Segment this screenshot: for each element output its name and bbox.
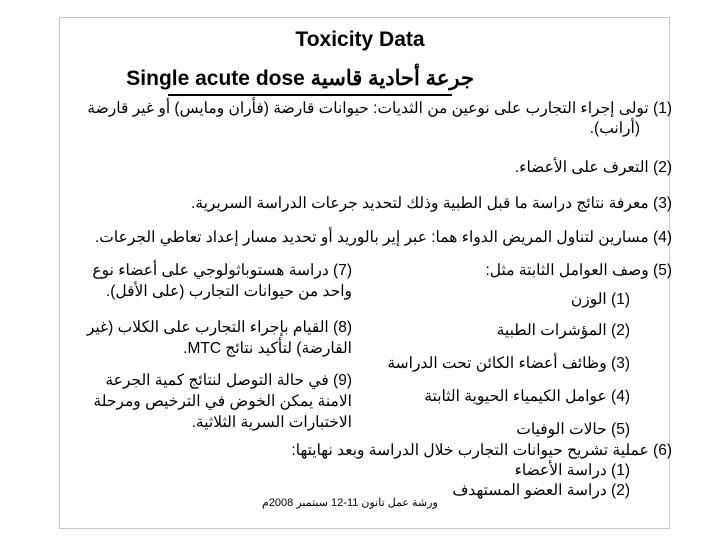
- item-number: (3): [653, 195, 672, 212]
- item-number: (9): [333, 372, 352, 389]
- sub-number: (3): [611, 355, 630, 372]
- item-5-sub-5: [516, 421, 630, 439]
- item-8-line-2: القارضة) لتأكيد نتائج MTC.: [183, 340, 352, 357]
- item-6: [291, 442, 672, 460]
- item-text: دراسة هستوباثولوجي على أعضاء نوع: [92, 262, 329, 279]
- item-number: (5): [653, 262, 672, 279]
- item-5-sub-4: [424, 388, 630, 406]
- sub-number: (1): [611, 462, 630, 479]
- item-7-line-2: واحد من حيوانات التجارب (على الأقل).: [105, 283, 352, 300]
- item-1-line-1: [87, 100, 672, 118]
- item-9-line-1: [105, 372, 352, 390]
- item-number: (8): [333, 319, 352, 336]
- item-6-sub-2: [452, 482, 630, 500]
- item-text: في حالة التوصل لنتائج كمية الجرعة: [105, 372, 329, 389]
- sub-text: وظائف أعضاء الكائن تحت الدراسة: [387, 355, 607, 372]
- sub-number: (2): [611, 482, 630, 499]
- sub-number: (2): [611, 322, 630, 339]
- item-7-line-1: [92, 262, 352, 280]
- item-text: القيام بإجراء التجارب على الكلاب (غير: [86, 319, 329, 336]
- sub-text: الوزن: [570, 291, 607, 308]
- sub-text: المؤشرات الطبية: [496, 322, 607, 339]
- slide-subtitle: Single acute dose جرعة أحادية قاسية: [126, 67, 474, 90]
- item-text: مسارين لتناول المريض الدواء هما: عبر إير بالوريد أو تحديد مسار إعداد تعاطي الجرعات.: [94, 229, 649, 246]
- sub-text: دراسة الأعضاء: [514, 462, 607, 479]
- slide-footer: ورشة عمل تانون 11-12 سبتمبر 2008م: [262, 497, 438, 509]
- sub-text: حالات الوفيات: [516, 421, 607, 438]
- item-5-sub-1: [571, 291, 630, 309]
- item-2: [515, 159, 672, 177]
- item-4: [95, 229, 672, 247]
- item-9-line-2: الامنة يمكن الخوض في الترخيص ومرحلة: [93, 393, 352, 410]
- title-underline: [168, 94, 452, 96]
- slide-title: Toxicity Data: [295, 28, 425, 51]
- item-number: (1): [653, 100, 672, 117]
- sub-number: (4): [611, 388, 630, 405]
- item-6-sub-1: [515, 462, 630, 480]
- item-number: (6): [653, 442, 672, 459]
- item-5-sub-2: [497, 322, 630, 340]
- sub-number: (5): [611, 421, 630, 438]
- sub-text: عوامل الكيمياء الحيوية الثابتة: [424, 388, 607, 405]
- item-number: (4): [653, 229, 672, 246]
- item-5-sub-3: [387, 355, 630, 373]
- item-1-line-2: (أرانب).: [589, 120, 640, 137]
- item-text: تولى إجراء التجارب على نوعين من الثديات: حيوانات قارضة (فأران ومايس) أو غير قارضة: [87, 100, 649, 117]
- item-8-line-1: [87, 319, 352, 337]
- item-text: معرفة نتائج دراسة ما قبل الطبية وذلك لتحديد جرعات الدراسة السريرية.: [191, 195, 649, 212]
- item-number: (7): [333, 262, 352, 279]
- item-text: عملية تشريح حيوانات التجارب خلال الدراسة وبعد نهايتها:: [291, 442, 649, 459]
- sub-text: دراسة العضو المستهدف: [452, 482, 607, 499]
- item-5: [486, 262, 673, 280]
- item-number: (2): [653, 159, 672, 176]
- item-text: التعرف على الأعضاء.: [514, 159, 649, 176]
- sub-number: (1): [611, 291, 630, 308]
- item-9-line-3: الاختبارات السرية الثلاثية.: [191, 414, 352, 431]
- item-text: وصف العوامل الثابتة مثل:: [485, 262, 649, 279]
- item-3: [191, 195, 672, 213]
